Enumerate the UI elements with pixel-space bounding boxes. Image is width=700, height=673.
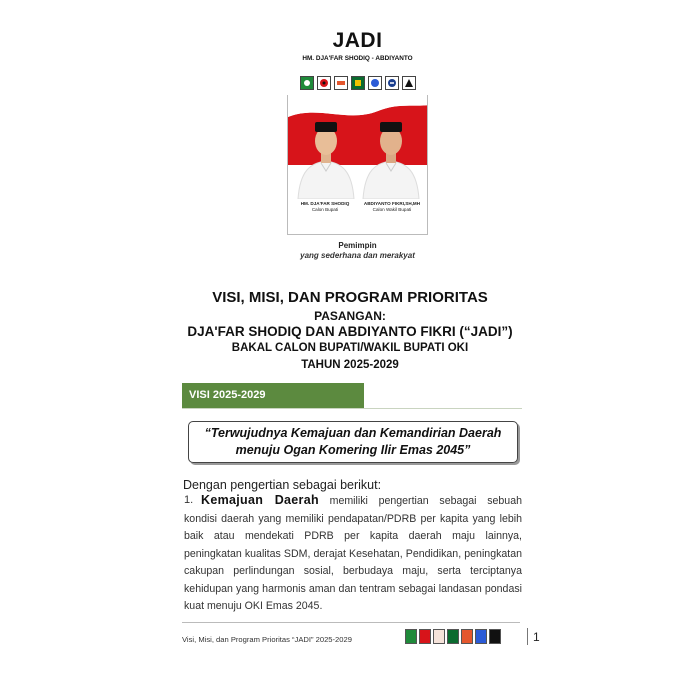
list-item bbox=[184, 492, 522, 616]
document-title: VISI, MISI, DAN PROGRAM PRIORITAS bbox=[212, 289, 488, 306]
party-logos bbox=[287, 76, 428, 90]
candidate-1-portrait bbox=[296, 109, 356, 199]
candidacy-title: BAKAL CALON BUPATI/WAKIL BUPATI OKI bbox=[231, 342, 469, 354]
pkb-logo-icon bbox=[300, 76, 314, 90]
candidate-2-caption bbox=[359, 201, 425, 213]
term-kemajuan-daerah: Kemajuan Daerah bbox=[201, 493, 319, 507]
pdip-logo-icon bbox=[419, 629, 431, 644]
pair-label: PASANGAN: bbox=[314, 309, 386, 323]
vision-statement bbox=[188, 421, 518, 463]
perindo-logo-icon bbox=[385, 76, 399, 90]
pkb2-logo-icon bbox=[351, 76, 365, 90]
pdip-logo-icon bbox=[317, 76, 331, 90]
footer-separator bbox=[527, 628, 528, 645]
perindo-logo-icon bbox=[475, 629, 487, 644]
term-definition-start: memiliki pengertian sebagai sebuah bbox=[318, 495, 522, 507]
footer-party-logos bbox=[405, 629, 501, 644]
poster-tagline-2: yang sederhana dan merakyat bbox=[300, 251, 415, 260]
candidate-2-portrait bbox=[361, 109, 421, 199]
definition-list bbox=[184, 492, 522, 616]
candidate-2-role: Calon Wakil Bupati bbox=[372, 207, 412, 212]
pan-logo-icon bbox=[368, 76, 382, 90]
candidates-photo bbox=[287, 95, 428, 235]
term-definition: kondisi daerah yang memiliki pendapatan/PDRB per kapita yang lebih baik atau mendekati PDRB per kapita daerah maju lainnya, peningkatan kualitas SDM, derajat Kesehatan, Pendidikan, peningkatan cakupan perlindungan sosial, berbudaya maju, serta terciptanya kehidupan yang harmonis aman dan tentram sebagai landasan pondasi kuat menuju OKI Emas 2045. bbox=[184, 512, 522, 612]
visi-section-header: VISI 2025-2029 bbox=[182, 383, 364, 408]
pkb2-logo-icon bbox=[447, 629, 459, 644]
poster-tagline-1: Pemimpin bbox=[338, 241, 377, 250]
list-item-first-line bbox=[201, 492, 522, 511]
candidate-1-caption bbox=[292, 201, 358, 213]
vision-line-1: “Terwujudnya Kemajuan dan Kemandirian Daerah bbox=[204, 426, 502, 440]
list-number: 1. bbox=[184, 494, 194, 506]
candidate-1-name: HM. DJA'FAR SHODIQ bbox=[300, 201, 350, 206]
vision-line-2: menuju Ogan Komering Ilir Emas 2045” bbox=[235, 443, 471, 457]
pkb-logo-icon bbox=[405, 629, 417, 644]
campaign-poster bbox=[287, 30, 428, 260]
candidate-names: DJA'FAR SHODIQ DAN ABDIYANTO FIKRI (“JADI”) bbox=[187, 324, 513, 339]
footer-divider bbox=[182, 622, 520, 623]
poster-title: JADI bbox=[332, 29, 383, 52]
candidate-1-role: Calon Bupati bbox=[311, 207, 339, 212]
candidate-2-name: ABDIYANTO FIKRI,SH,MH bbox=[363, 201, 421, 206]
pbb-logo-icon bbox=[489, 629, 501, 644]
pbb-logo-icon bbox=[402, 76, 416, 90]
term-years: TAHUN 2025-2029 bbox=[301, 359, 399, 371]
definition-intro: Dengan pengertian sebagai berikut: bbox=[183, 478, 382, 492]
page-number: 1 bbox=[533, 630, 540, 644]
poster-subtitle: HM. DJA'FAR SHODIQ - ABDIYANTO bbox=[302, 55, 413, 62]
hanura-logo-icon bbox=[433, 629, 445, 644]
pan-logo-icon bbox=[461, 629, 473, 644]
hanura-logo-icon bbox=[334, 76, 348, 90]
section-divider bbox=[182, 408, 522, 409]
footer-title: Visi, Misi, dan Program Prioritas “JADI” 2025-2029 bbox=[182, 635, 352, 644]
